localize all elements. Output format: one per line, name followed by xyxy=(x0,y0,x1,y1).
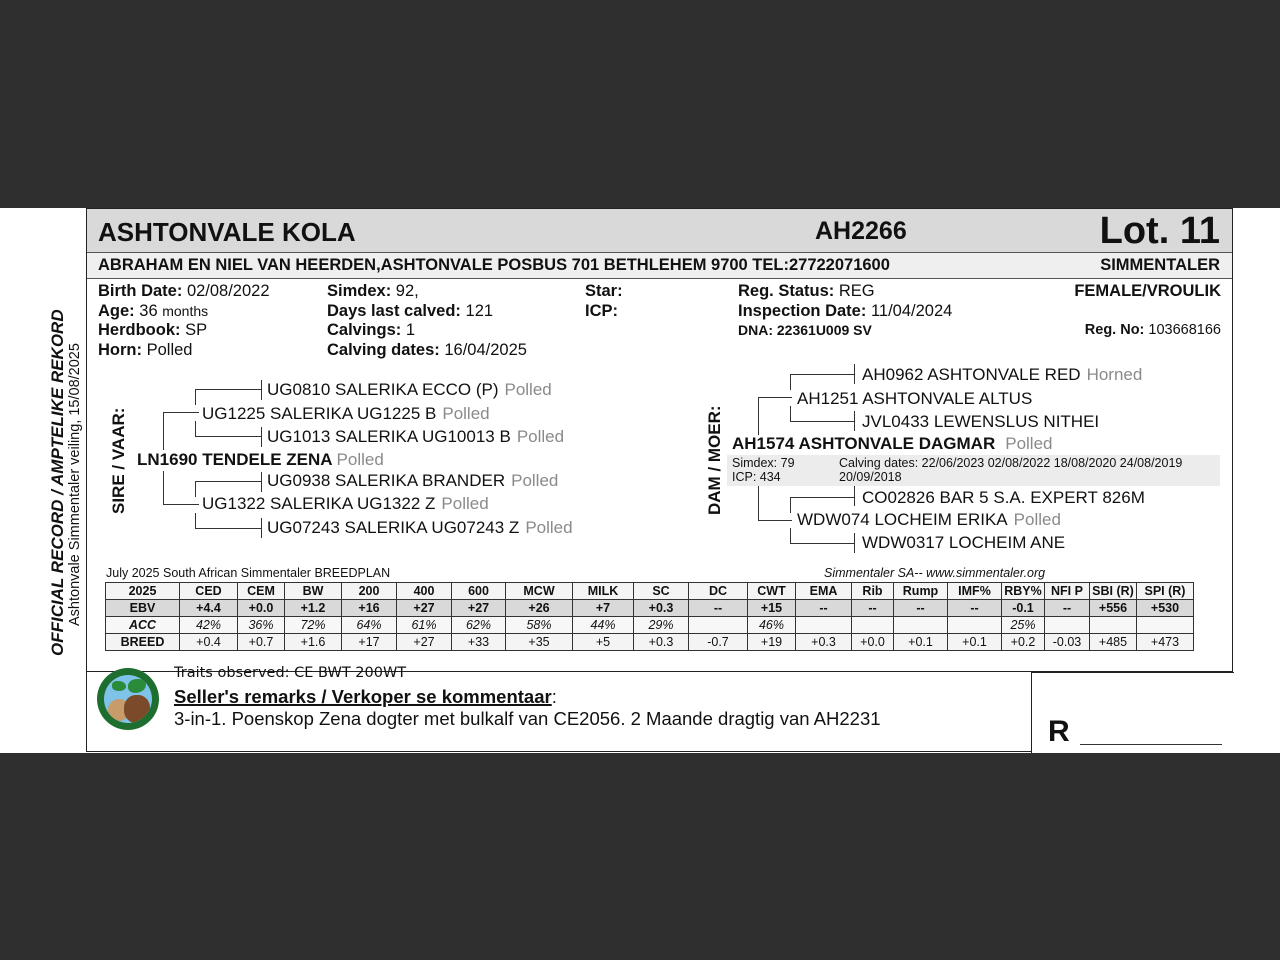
sire-name: LN1690 TENDELE ZENA Polled xyxy=(137,450,384,469)
dam-simdex: Simdex: 79 xyxy=(732,456,795,470)
pedigree-line xyxy=(790,421,854,422)
animal-name: ASHTONVALE KOLA xyxy=(98,217,356,247)
table-cell: 44% xyxy=(573,617,634,634)
breedplan-website[interactable]: Simmentaler SA-- www.simmentaler.org xyxy=(824,566,1046,580)
table-cell: +35 xyxy=(506,634,573,651)
table-cell: +0.2 xyxy=(1002,634,1045,651)
table-cell: +26 xyxy=(506,600,573,617)
dam-sire-sire: AH0962 ASHTONVALE RED Horned xyxy=(862,365,1143,384)
sex: FEMALE/VROULIK xyxy=(1074,282,1221,300)
table-cell xyxy=(894,617,948,634)
pedigree-line xyxy=(195,389,261,390)
table-header-row xyxy=(106,583,1194,600)
table-cell xyxy=(796,617,852,634)
sire-label: SIRE / VAAR: xyxy=(109,407,128,514)
reg-status: Reg. Status: REG xyxy=(738,282,875,300)
calvings: Calvings: 1 xyxy=(327,321,416,339)
column-header: SC xyxy=(634,583,689,600)
pedigree-line xyxy=(195,421,196,437)
column-header: BW xyxy=(285,583,342,600)
pedigree-line xyxy=(195,389,196,405)
table-cell xyxy=(1137,617,1194,634)
column-header: EMA xyxy=(796,583,852,600)
pedigree-line xyxy=(195,436,261,437)
pedigree-line xyxy=(854,533,855,553)
pedigree-line xyxy=(790,374,791,390)
table-cell: +0.3 xyxy=(634,600,689,617)
pedigree-line xyxy=(758,397,759,435)
sire-sire: UG1225 SALERIKA UG1225 B Polled xyxy=(202,404,490,423)
pedigree-line xyxy=(790,543,854,544)
pedigree-line xyxy=(790,406,791,422)
dam-details xyxy=(727,455,1220,486)
card-border-left xyxy=(86,208,87,752)
pedigree-line xyxy=(790,497,791,513)
table-cell: 42% xyxy=(180,617,238,634)
title-bar xyxy=(87,209,1232,253)
table-cell: +15 xyxy=(748,600,796,617)
column-header: CEM xyxy=(238,583,285,600)
sire-dam-dam: UG07243 SALERIKA UG07243 Z Polled xyxy=(267,518,573,537)
table-cell: 72% xyxy=(285,617,342,634)
animal-code: AH2266 xyxy=(815,217,907,245)
table-cell: +0.1 xyxy=(894,634,948,651)
table-cell: 62% xyxy=(452,617,506,634)
column-header: CWT xyxy=(748,583,796,600)
column-header: MCW xyxy=(506,583,573,600)
column-header: NFI P xyxy=(1045,583,1090,600)
table-cell: +5 xyxy=(573,634,634,651)
pedigree-line xyxy=(195,513,196,529)
table-cell: +473 xyxy=(1137,634,1194,651)
column-header: 400 xyxy=(397,583,452,600)
table-cell: 61% xyxy=(397,617,452,634)
pedigree-line xyxy=(854,411,855,431)
auction-label: Ashtonvale Simmentaler veiling, 15/08/2025 xyxy=(67,343,83,626)
sire-sire-sire: UG0810 SALERIKA ECCO (P) Polled xyxy=(267,380,552,399)
age: Age: 36 months xyxy=(98,301,209,320)
horn-status: Horn: Polled xyxy=(98,340,193,359)
table-cell: +0.0 xyxy=(852,634,894,651)
table-row-ebv xyxy=(106,600,1194,617)
pedigree-line xyxy=(758,520,792,521)
column-header: DC xyxy=(689,583,748,600)
table-cell xyxy=(852,617,894,634)
birth-date: Birth Date: 02/08/2022 xyxy=(98,282,270,300)
dam-label: DAM / MOER: xyxy=(705,405,724,515)
sire-dam-sire: UG0938 SALERIKA BRANDER Polled xyxy=(267,471,559,490)
dam-calving-dates: Calving dates: 22/06/2023 02/08/2022 18/08/2020 24/08/2019 xyxy=(839,456,1183,470)
column-header: IMF% xyxy=(948,583,1002,600)
info-column-2 xyxy=(327,282,527,360)
table-cell: -- xyxy=(894,600,948,617)
dam-name: AH1574 ASHTONVALE DAGMAR Polled xyxy=(732,434,1053,453)
table-cell xyxy=(689,617,748,634)
breed-name: SIMMENTALER xyxy=(1100,256,1220,274)
table-cell: +0.3 xyxy=(796,634,852,651)
days-last-calved: Days last calved: 121 xyxy=(327,301,494,320)
card-border-bottom xyxy=(86,751,1032,752)
pedigree-line xyxy=(163,504,199,505)
column-header: MILK xyxy=(573,583,634,600)
info-column-3 xyxy=(585,282,623,321)
reg-number: Reg. No: 103668166 xyxy=(1084,322,1221,338)
table-cell: +27 xyxy=(397,634,452,651)
table-cell xyxy=(948,617,1002,634)
table-cell: +19 xyxy=(748,634,796,651)
owner-bar xyxy=(87,253,1232,279)
pedigree-line xyxy=(261,472,262,492)
pedigree-line xyxy=(854,486,855,506)
dam-dam: WDW074 LOCHEIM ERIKA Polled xyxy=(797,510,1061,529)
dam-dam-sire: CO02826 BAR 5 S.A. EXPERT 826M xyxy=(862,488,1145,507)
table-cell: 29% xyxy=(634,617,689,634)
table-cell: +27 xyxy=(452,600,506,617)
table-cell: +7 xyxy=(573,600,634,617)
pedigree-line xyxy=(854,364,855,384)
dam-dam-dam: WDW0317 LOCHEIM ANE xyxy=(862,533,1066,552)
table-cell: +0.3 xyxy=(634,634,689,651)
table-cell: +0.7 xyxy=(238,634,285,651)
pedigree-line xyxy=(163,471,164,505)
info-column-1 xyxy=(98,282,270,360)
inspection-date: Inspection Date: 11/04/2024 xyxy=(738,301,953,320)
pedigree-line xyxy=(163,412,164,450)
table-row-acc xyxy=(106,617,1194,634)
breedplan-title: July 2025 South African Simmentaler BREEDPLAN xyxy=(106,566,391,580)
pedigree-line xyxy=(261,380,262,400)
dam-sire: AH1251 ASHTONVALE ALTUS xyxy=(797,389,1033,408)
dam-sire-dam: JVL0433 LEWENSLUS NITHEI xyxy=(862,412,1100,431)
table-cell xyxy=(1045,617,1090,634)
column-header: RBY% xyxy=(1002,583,1045,600)
dna: DNA: 22361U009 SV xyxy=(738,322,872,338)
pedigree-line xyxy=(261,427,262,447)
dam-icp: ICP: 434 xyxy=(732,470,781,484)
table-row-breed xyxy=(106,634,1194,651)
pedigree-line xyxy=(261,518,262,538)
table-cell: 64% xyxy=(342,617,397,634)
table-cell: -0.03 xyxy=(1045,634,1090,651)
column-header: SBI (R) xyxy=(1090,583,1137,600)
table-cell: -- xyxy=(796,600,852,617)
seller-remarks: 3-in-1. Poenskop Zena dogter met bulkalf van CE2056. 2 Maande dragtig van AH2231 xyxy=(174,708,881,729)
simmentaler-logo-icon xyxy=(97,668,159,730)
table-cell: +485 xyxy=(1090,634,1137,651)
table-cell: +27 xyxy=(397,600,452,617)
table-cell: +530 xyxy=(1137,600,1194,617)
table-cell: -- xyxy=(852,600,894,617)
table-cell: +0.1 xyxy=(948,634,1002,651)
column-header: SPI (R) xyxy=(1137,583,1194,600)
pedigree-line xyxy=(758,397,792,398)
pedigree-line xyxy=(790,497,854,498)
pedigree-line xyxy=(195,481,196,497)
table-cell: +33 xyxy=(452,634,506,651)
table-cell: +16 xyxy=(342,600,397,617)
simdex: Simdex: 92, xyxy=(327,282,419,300)
pedigree-line xyxy=(758,486,759,520)
star: Star: xyxy=(585,282,623,300)
table-cell: BREED xyxy=(106,634,180,651)
price-currency: R xyxy=(1048,715,1070,748)
table-cell: -- xyxy=(1045,600,1090,617)
owner-details: ABRAHAM EN NIEL VAN HEERDEN,ASHTONVALE POSBUS 701 BETHLEHEM 9700 TEL:27722071600 xyxy=(98,256,890,274)
table-cell: +0.4 xyxy=(180,634,238,651)
dam-calving-dates-2: 20/09/2018 xyxy=(839,470,902,484)
pedigree-line xyxy=(790,528,791,544)
calving-dates: Calving dates: 16/04/2025 xyxy=(327,340,527,359)
table-cell: ACC xyxy=(106,617,180,634)
column-header: Rib xyxy=(852,583,894,600)
traits-observed: Traits observed: CE BWT 200WT xyxy=(174,665,407,681)
column-header: Rump xyxy=(894,583,948,600)
price-box[interactable] xyxy=(1031,672,1234,753)
table-cell: +0.0 xyxy=(238,600,285,617)
table-cell: -0.1 xyxy=(1002,600,1045,617)
table-cell: -- xyxy=(948,600,1002,617)
table-cell: -0.7 xyxy=(689,634,748,651)
table-cell xyxy=(1090,617,1137,634)
pedigree-line xyxy=(790,374,854,375)
table-cell: -- xyxy=(689,600,748,617)
column-header: 2025 xyxy=(106,583,180,600)
table-cell: +1.2 xyxy=(285,600,342,617)
table-cell: 46% xyxy=(748,617,796,634)
price-input-line[interactable] xyxy=(1080,744,1222,745)
info-column-4 xyxy=(738,282,952,341)
column-header: 200 xyxy=(342,583,397,600)
table-cell: 58% xyxy=(506,617,573,634)
remarks-heading: Seller's remarks / Verkoper se kommentaar: xyxy=(174,686,557,707)
column-header: CED xyxy=(180,583,238,600)
table-cell: EBV xyxy=(106,600,180,617)
table-cell: +556 xyxy=(1090,600,1137,617)
table-cell: +17 xyxy=(342,634,397,651)
pedigree-line xyxy=(163,412,199,413)
table-cell: 36% xyxy=(238,617,285,634)
ebv-table xyxy=(105,582,1194,651)
sire-sire-dam: UG1013 SALERIKA UG10013 B Polled xyxy=(267,427,565,446)
pedigree-line xyxy=(195,528,261,529)
table-cell: +4.4 xyxy=(180,600,238,617)
official-record-label: OFFICIAL RECORD / AMPTELIKE REKORD xyxy=(48,309,67,656)
herdbook: Herdbook: SP xyxy=(98,321,208,339)
table-cell: 25% xyxy=(1002,617,1045,634)
sire-dam: UG1322 SALERIKA UG1322 Z Polled xyxy=(202,494,489,513)
lot-number: Lot. 11 xyxy=(1099,210,1220,252)
icp: ICP: xyxy=(585,301,618,320)
table-cell: +1.6 xyxy=(285,634,342,651)
pedigree-line xyxy=(195,481,261,482)
column-header: 600 xyxy=(452,583,506,600)
